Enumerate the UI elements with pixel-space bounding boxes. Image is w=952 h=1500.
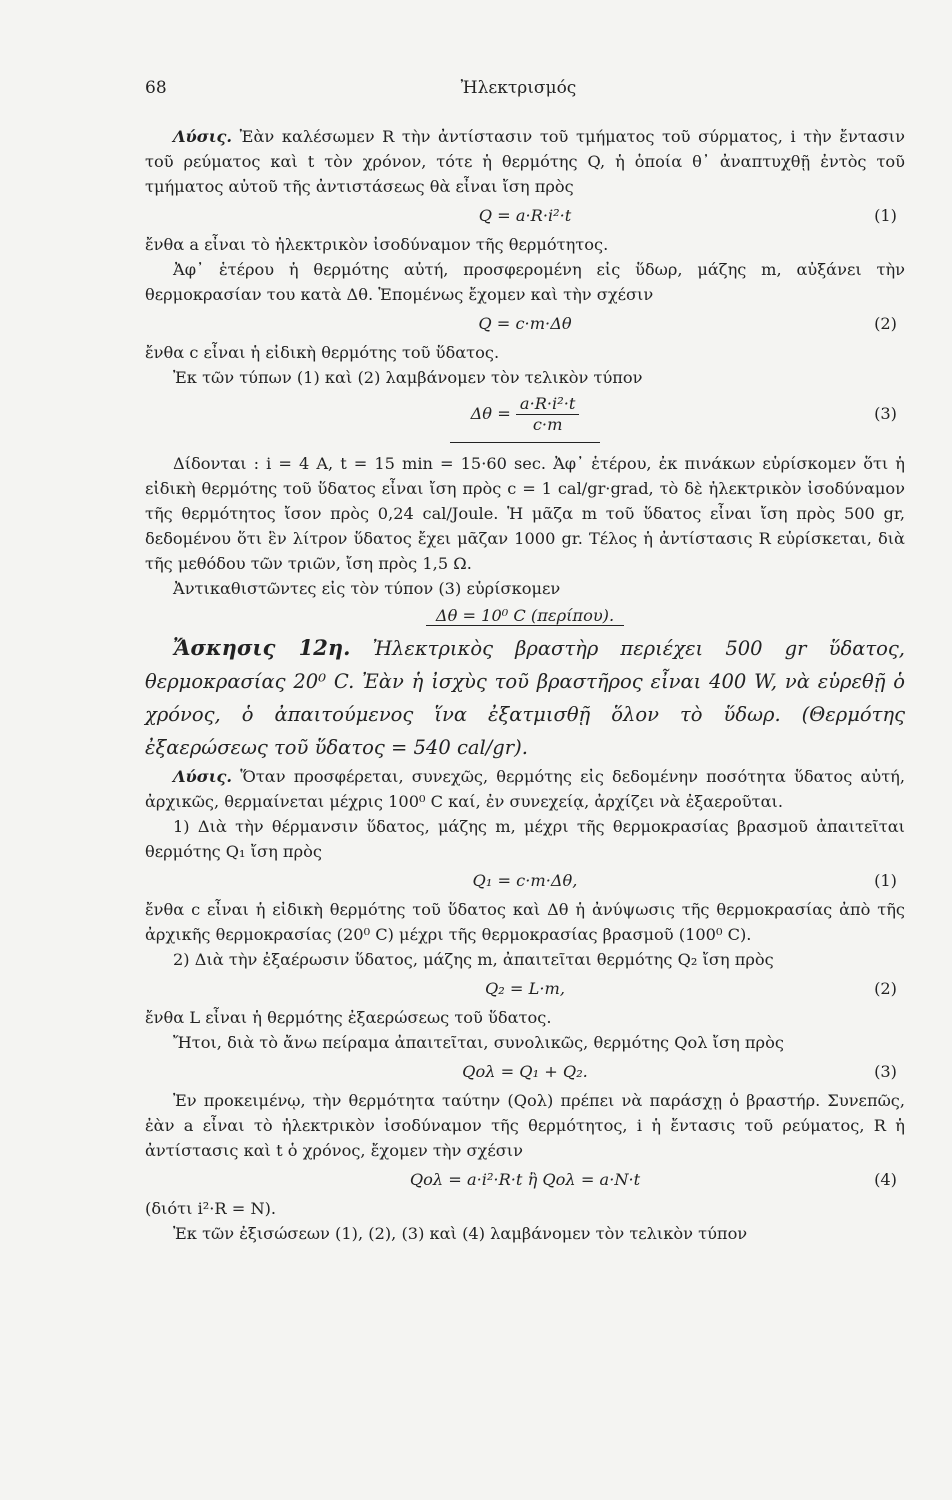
result-formula: Δθ = 10⁰ C (περίπου). xyxy=(426,606,624,626)
equation xyxy=(145,864,905,897)
page-header xyxy=(145,78,892,108)
equation-formula xyxy=(145,390,905,438)
equation-number: (2) xyxy=(874,979,897,998)
paragraph-text: (διότι i²·R = N). xyxy=(145,1199,277,1218)
paragraph-text: 2) Διὰ τὴν ἐξαέρωσιν ὕδατος, μάζης m, ἀπαιτεῖται θερμότης Q₂ ἴση πρὸς xyxy=(173,950,774,969)
divider-rule xyxy=(450,442,600,445)
paragraph-text: ἔνθα c εἶναι ἡ εἰδικὴ θερμότης τοῦ ὕδατος καὶ Δθ ἡ ἀνύψωσις τῆς θερμοκρασίας ἀπὸ τῆς ἀρχικῆς θερμοκρασίας (20⁰ C) μέχρι τῆς θερμοκρασίας βρασμοῦ (100⁰ C). xyxy=(145,900,905,944)
equation-formula: Qολ = a·i²·R·t ἢ Qολ = a·N·t xyxy=(409,1170,641,1189)
equation-formula: Q = a·R·i²·t xyxy=(478,206,572,225)
paragraph-text: Ἀφ᾽ ἑτέρου ἡ θερμότης αὐτή, προσφερομένη εἰς ὕδωρ, μάζης m, αὐξάνει τὴν θερμοκρασίαν του κατὰ Δθ. Ἑπομένως ἔχομεν καὶ τὴν σχέσιν xyxy=(145,260,905,304)
paragraph xyxy=(145,947,905,972)
equation-formula: Q = c·m·Δθ xyxy=(478,314,572,333)
paragraph-text: Ὅταν προσφέρεται, συνεχῶς, θερμότης εἰς δεδομένην ποσότητα ὕδατος αὐτή, ἀρχικῶς, θερμαίνεται μέχρις 100⁰ C καί, ἐν συνεχείᾳ, ἀρχίζει νὰ ἐξαεροῦται. xyxy=(145,767,905,811)
paragraph-text: Ἤτοι, διὰ τὸ ἄνω πείραμα ἀπαιτεῖται, συνολικῶς, θερμότης Qολ ἴση πρὸς xyxy=(173,1033,784,1052)
page-body xyxy=(145,124,905,1246)
result-equation xyxy=(145,601,905,631)
paragraph-text: Ἐκ τῶν ἐξισώσεων (1), (2), (3) καὶ (4) λαμβάνομεν τὸν τελικὸν τύπον xyxy=(173,1224,748,1243)
paragraph xyxy=(145,124,905,199)
paragraph xyxy=(145,1030,905,1055)
running-title: Ἠλεκτρισμός xyxy=(460,78,577,98)
equation-number: (3) xyxy=(874,404,897,423)
paragraph-text: Ἐκ τῶν τύπων (1) καὶ (2) λαμβάνομεν τὸν τελικὸν τύπον xyxy=(173,368,643,387)
paragraph-text: Ἐν προκειμένῳ, τὴν θερμότητα ταύτην (Qολ) πρέπει νὰ παράσχῃ ὁ βραστήρ. Συνεπῶς, ἐὰν a εἶναι τὸ ἠλεκτρικὸν ἰσοδύναμον τῆς θερμότητος, i ἡ ἔντασις τοῦ ρεύματος, R ἡ ἀντίστασις καὶ t ὁ χρόνος, ἔχομεν τὴν σχέσιν xyxy=(145,1091,905,1160)
paragraph xyxy=(145,1088,905,1163)
exercise-statement xyxy=(145,631,905,764)
solution-label: Λύσις. xyxy=(173,767,233,786)
equation xyxy=(145,199,905,232)
paragraph-text: Δίδονται : i = 4 A, t = 15 min = 15·60 sec. Ἀφ᾽ ἑτέρου, ἐκ πινάκων εὑρίσκομεν ὅτι ἡ εἰδικὴ θερμότης τοῦ ὕδατος εἶναι ἴση πρὸς c = 1 cal/gr·grad, τὸ δὲ ἠλεκτρικὸν ἰσοδύναμον τῆς θερμότητος ἴσον πρὸς 0,24 cal/Joule. Ἡ μᾶζα m τοῦ ὕδατος εἶναι ἴση πρὸς 500 gr, δεδομένου ὅτι ἓν λίτρον ὕδατος ἔχει μᾶζαν 1000 gr. Τέλος ἡ ἀντίστασις R εὑρίσκεται, διὰ τῆς μεθόδου τῶν τριῶν, ἴση πρὸς 1,5 Ω. xyxy=(145,454,905,573)
paragraph xyxy=(145,1221,905,1246)
paragraph-text: ἔνθα c εἶναι ἡ εἰδικὴ θερμότης τοῦ ὕδατος. xyxy=(145,343,500,362)
paragraph xyxy=(145,576,905,601)
equation-formula: Qολ = Q₁ + Q₂. xyxy=(462,1062,588,1081)
equation-formula: Q₁ = c·m·Δθ, xyxy=(472,871,578,890)
paragraph xyxy=(145,257,905,307)
equation-number: (4) xyxy=(874,1170,897,1189)
fraction xyxy=(516,394,579,435)
fraction-denominator: c·m xyxy=(532,415,563,434)
paragraph-text: Ἐὰν καλέσωμεν R τὴν ἀντίστασιν τοῦ τμήματος τοῦ σύρματος, i τὴν ἔντασιν τοῦ ρεύματος καὶ t τὸν χρόνον, τότε ἡ θερμότης Q, ἡ ὁποία θ᾽ ἀναπτυχθῇ ἐντὸς τοῦ τμήματος αὐτοῦ τῆς ἀντιστάσεως θὰ εἶναι ἴση πρὸς xyxy=(145,127,905,196)
paragraph-text: ἔνθα L εἶναι ἡ θερμότης ἐξαερώσεως τοῦ ὕδατος. xyxy=(145,1008,552,1027)
fraction-numerator: a·R·i²·t xyxy=(516,394,579,415)
paragraph xyxy=(145,340,905,365)
paragraph xyxy=(145,1005,905,1030)
equation-number: (1) xyxy=(874,206,897,225)
equation xyxy=(145,307,905,340)
paragraph xyxy=(145,1196,905,1221)
equation-lhs: Δθ = xyxy=(470,404,511,423)
paragraph-text: ἔνθα a εἶναι τὸ ἠλεκτρικὸν ἰσοδύναμον τῆς θερμότητος. xyxy=(145,235,609,254)
paragraph xyxy=(145,897,905,947)
equation-number: (1) xyxy=(874,871,897,890)
equation-number: (3) xyxy=(874,1062,897,1081)
equation xyxy=(145,972,905,1005)
equation xyxy=(145,390,905,438)
page-number: 68 xyxy=(145,78,167,98)
exercise-label: Ἄσκησις 12η. xyxy=(173,635,351,660)
paragraph xyxy=(145,764,905,814)
equation-formula: Q₂ = L·m, xyxy=(484,979,565,998)
equation-number: (2) xyxy=(874,314,897,333)
paragraph xyxy=(145,232,905,257)
equation xyxy=(145,1163,905,1196)
paragraph-text: 1) Διὰ τὴν θέρμανσιν ὕδατος, μάζης m, μέχρι τῆς θερμοκρασίας βρασμοῦ ἀπαιτεῖται θερμότης Q₁ ἴση πρὸς xyxy=(145,817,905,861)
paragraph-text: Ἀντικαθιστῶντες εἰς τὸν τύπον (3) εὑρίσκομεν xyxy=(173,579,561,598)
paragraph xyxy=(145,365,905,390)
equation xyxy=(145,1055,905,1088)
exercise-text: Ἠλεκτρικὸς βραστὴρ περιέχει 500 gr ὕδατος, θερμοκρασίας 20⁰ C. Ἐὰν ἡ ἰσχὺς τοῦ βραστῆρος εἶναι 400 W, νὰ εὑρεθῇ ὁ χρόνος, ὁ ἀπαιτούμενος ἵνα ἐξατμισθῇ ὅλον τὸ ὕδωρ. (Θερμότης ἐξαερώσεως τοῦ ὕδατος = 540 cal/gr). xyxy=(145,637,906,759)
paragraph xyxy=(145,814,905,864)
paragraph xyxy=(145,451,905,576)
solution-label: Λύσις. xyxy=(173,127,233,146)
